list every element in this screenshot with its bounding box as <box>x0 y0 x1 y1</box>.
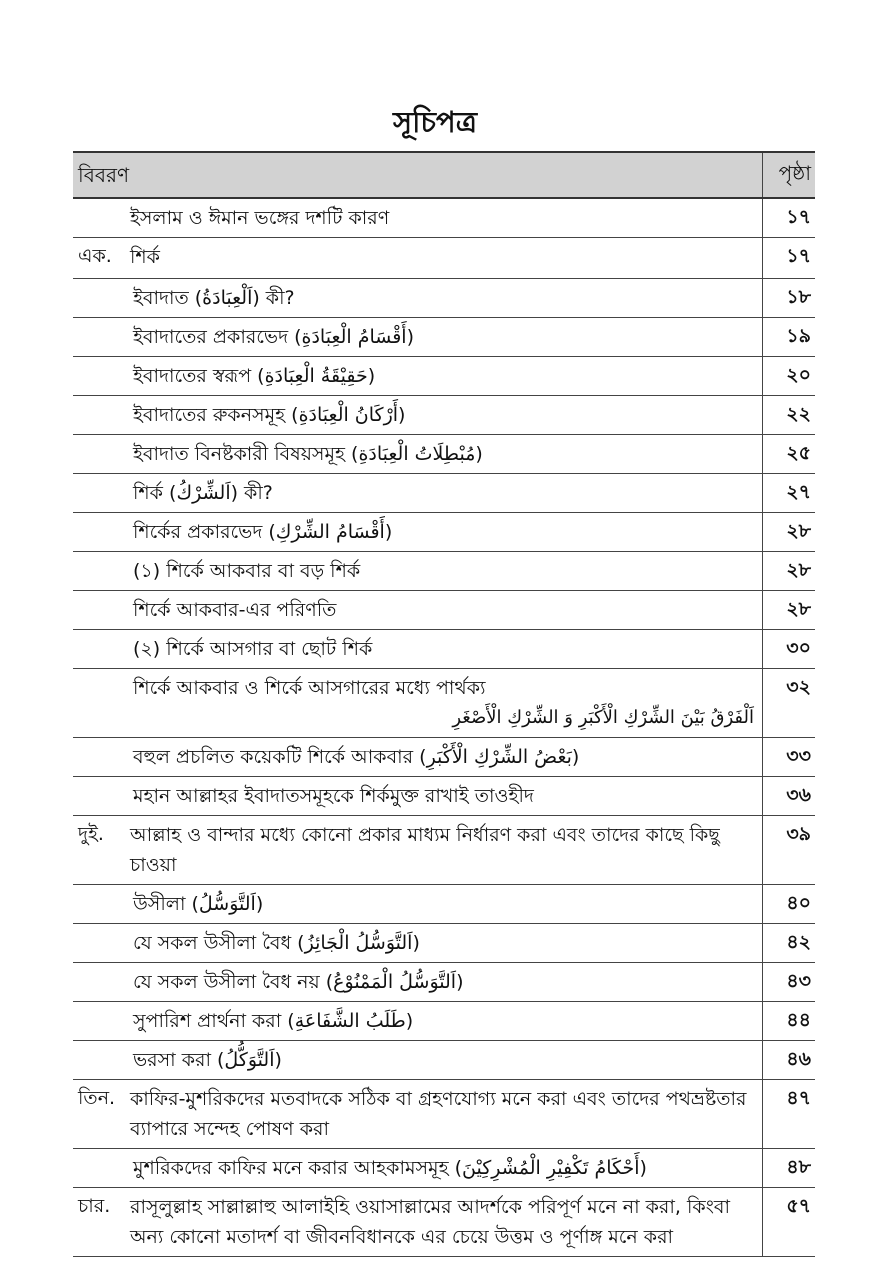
toc-row <box>73 552 815 591</box>
toc-row-page: ৩০ <box>786 637 811 659</box>
toc-row-page: ৩৩ <box>786 745 811 767</box>
toc-row-text: ইবাদাতের রুকনসমূহ (أَرْكَانُ الْعِبَادَةِ) <box>133 404 406 426</box>
toc-row-page: ২৮ <box>786 520 811 542</box>
toc-row-page: ১৯ <box>786 325 811 347</box>
toc-row-page: ৪০ <box>786 892 811 914</box>
toc-row <box>73 1188 815 1257</box>
toc-row-text: ইবাদাত বিনষ্টকারী বিষয়সমূহ (مُبْطِلَاتُ الْعِبَادَةِ) <box>133 443 483 465</box>
toc-row-text: কাফির-মুশরিকদের মতবাদকে সঠিক বা গ্রহণযোগ্য মনে করা এবং তাদের পথভ্রষ্টতার ব্যাপারে সন্দেহ পোষণ করা <box>130 1088 747 1140</box>
toc-row-text: সুপারিশ প্রার্থনা করা (طَلَبُ الشَّفَاعَةِ) <box>133 1010 414 1032</box>
toc-row <box>73 963 815 1002</box>
toc-row <box>73 885 815 924</box>
toc-row-page: ১৮ <box>786 286 811 308</box>
header-description: বিবরণ <box>78 163 130 187</box>
toc-row-text: (১) শির্কে আকবার বা বড় শির্ক <box>133 560 361 582</box>
toc-row-text: শির্ক <box>130 246 160 268</box>
toc-row-page: ৩২ <box>786 676 811 698</box>
toc-row-text: ভরসা করা (اَلتَّوَكُّلُ) <box>133 1049 282 1071</box>
toc-row <box>73 738 815 777</box>
toc-row-page: ২৫ <box>786 442 811 464</box>
toc-row-text: মহান আল্লাহর ইবাদাতসমূহকে শির্কমুক্ত রাখাই তাওহীদ <box>133 785 534 807</box>
toc-row <box>73 357 815 396</box>
toc-row <box>73 318 815 357</box>
toc-row-text: যে সকল উসীলা বৈধ (اَلتَّوَسُّلُ الْجَائِزُ) <box>133 932 420 954</box>
toc-row-page: ৪২ <box>786 931 811 953</box>
toc-row <box>73 199 815 238</box>
toc-row-page: ৪৪ <box>786 1009 811 1031</box>
toc-row-text: শির্কে আকবার-এর পরিণতি <box>133 599 337 621</box>
toc-row-marker: তিন. <box>78 1087 116 1109</box>
header-page: পৃষ্ঠা <box>778 160 811 185</box>
toc-row-text: শির্কের প্রকারভেদ (أَقْسَامُ الشِّرْكِ) <box>133 521 393 543</box>
toc-row-text: আল্লাহ ও বান্দার মধ্যে কোনো প্রকার মাধ্যম নির্ধারণ করা এবং তাদের কাছে কিছু চাওয়া <box>130 824 720 876</box>
toc-row <box>73 1002 815 1041</box>
toc-rows <box>73 199 815 1257</box>
toc-row-page: ৫৭ <box>786 1195 811 1217</box>
toc-row-text: রাসূলুল্লাহ সাল্লাল্লাহু আলাইহি ওয়াসাল্লামের আদর্শকে পরিপূর্ণ মনে না করা, কিংবা অন্য কোনো মতাদর্শ বা জীবনবিধানকে এর চেয়ে উত্তম ও পূর্ণাঙ্গ মনে করা <box>130 1196 730 1248</box>
toc-row-page: ৪৩ <box>786 970 811 992</box>
toc-row <box>73 513 815 552</box>
toc-row-text: ইসলাম ও ঈমান ভঙ্গের দশটি কারণ <box>130 207 390 229</box>
toc-row-page: ২৭ <box>786 481 811 503</box>
page-title: সূচিপত্র <box>392 105 478 139</box>
toc-row-arabic-line: اَلْفَرْقُ بَيْنَ الشِّرْكِ الْأَكْبَرِ وَ الشِّرْكِ الْأَصْغَرِ <box>452 707 754 728</box>
toc-row-marker: দুই. <box>78 823 104 845</box>
toc-row-page: ১৭ <box>786 206 811 228</box>
toc-row-text: শির্ক (اَلشِّرْكُ) কী? <box>133 482 273 504</box>
toc-row-page: ৩৬ <box>786 784 811 806</box>
toc-row-page: ৪৭ <box>786 1087 811 1109</box>
toc-row <box>73 1149 815 1188</box>
toc-row-text: মুশরিকদের কাফির মনে করার আহকামসমূহ (أَحْكَامُ تَكْفِيْرِ الْمُشْرِكِيْنَ) <box>133 1157 647 1179</box>
toc-row-text: (২) শির্কে আসগার বা ছোট শির্ক <box>133 638 373 660</box>
toc-row-text: যে সকল উসীলা বৈধ নয় (اَلتَّوَسُّلُ الْمَمْنُوْعُ) <box>133 971 464 993</box>
toc-row-text: ইবাদাত (اَلْعِبَادَةُ) কী? <box>133 287 295 309</box>
toc-row <box>73 924 815 963</box>
table-of-contents <box>73 151 815 1257</box>
toc-row <box>73 591 815 630</box>
toc-row-text: উসীলা (اَلتَّوَسُّلُ) <box>133 893 264 915</box>
toc-row-page: ২৮ <box>786 559 811 581</box>
toc-row-page: ২৮ <box>786 598 811 620</box>
toc-row-text: ইবাদাতের স্বরূপ (حَقِيْقَةُ الْعِبَادَةِ) <box>133 365 376 387</box>
toc-row <box>73 669 815 738</box>
toc-row-page: ২২ <box>786 403 811 425</box>
toc-row-text: বহুল প্রচলিত কয়েকটি শির্কে আকবার (بَعْضُ الشِّرْكِ الْأَكْبَرِ) <box>133 746 580 768</box>
toc-row <box>73 435 815 474</box>
toc-row <box>73 474 815 513</box>
toc-row <box>73 816 815 885</box>
toc-row-page: ৪৬ <box>786 1048 811 1070</box>
toc-row-page: ১৭ <box>786 245 811 267</box>
toc-row-page: ৪৮ <box>786 1156 811 1178</box>
toc-row-marker: এক. <box>78 245 112 267</box>
toc-row-text: শির্কে আকবার ও শির্কে আসগারের মধ্যে পার্থক্য <box>133 677 486 699</box>
toc-row <box>73 630 815 669</box>
toc-row-text: ইবাদাতের প্রকারভেদ (أَقْسَامُ الْعِبَادَةِ) <box>133 326 415 348</box>
toc-header <box>73 151 815 199</box>
toc-row <box>73 279 815 318</box>
toc-row <box>73 238 815 279</box>
toc-row-page: ৩৯ <box>786 823 811 845</box>
toc-row <box>73 396 815 435</box>
toc-row <box>73 777 815 816</box>
toc-row <box>73 1041 815 1080</box>
toc-row-page: ২০ <box>786 364 811 386</box>
toc-row-marker: চার. <box>78 1195 111 1217</box>
toc-row <box>73 1080 815 1149</box>
